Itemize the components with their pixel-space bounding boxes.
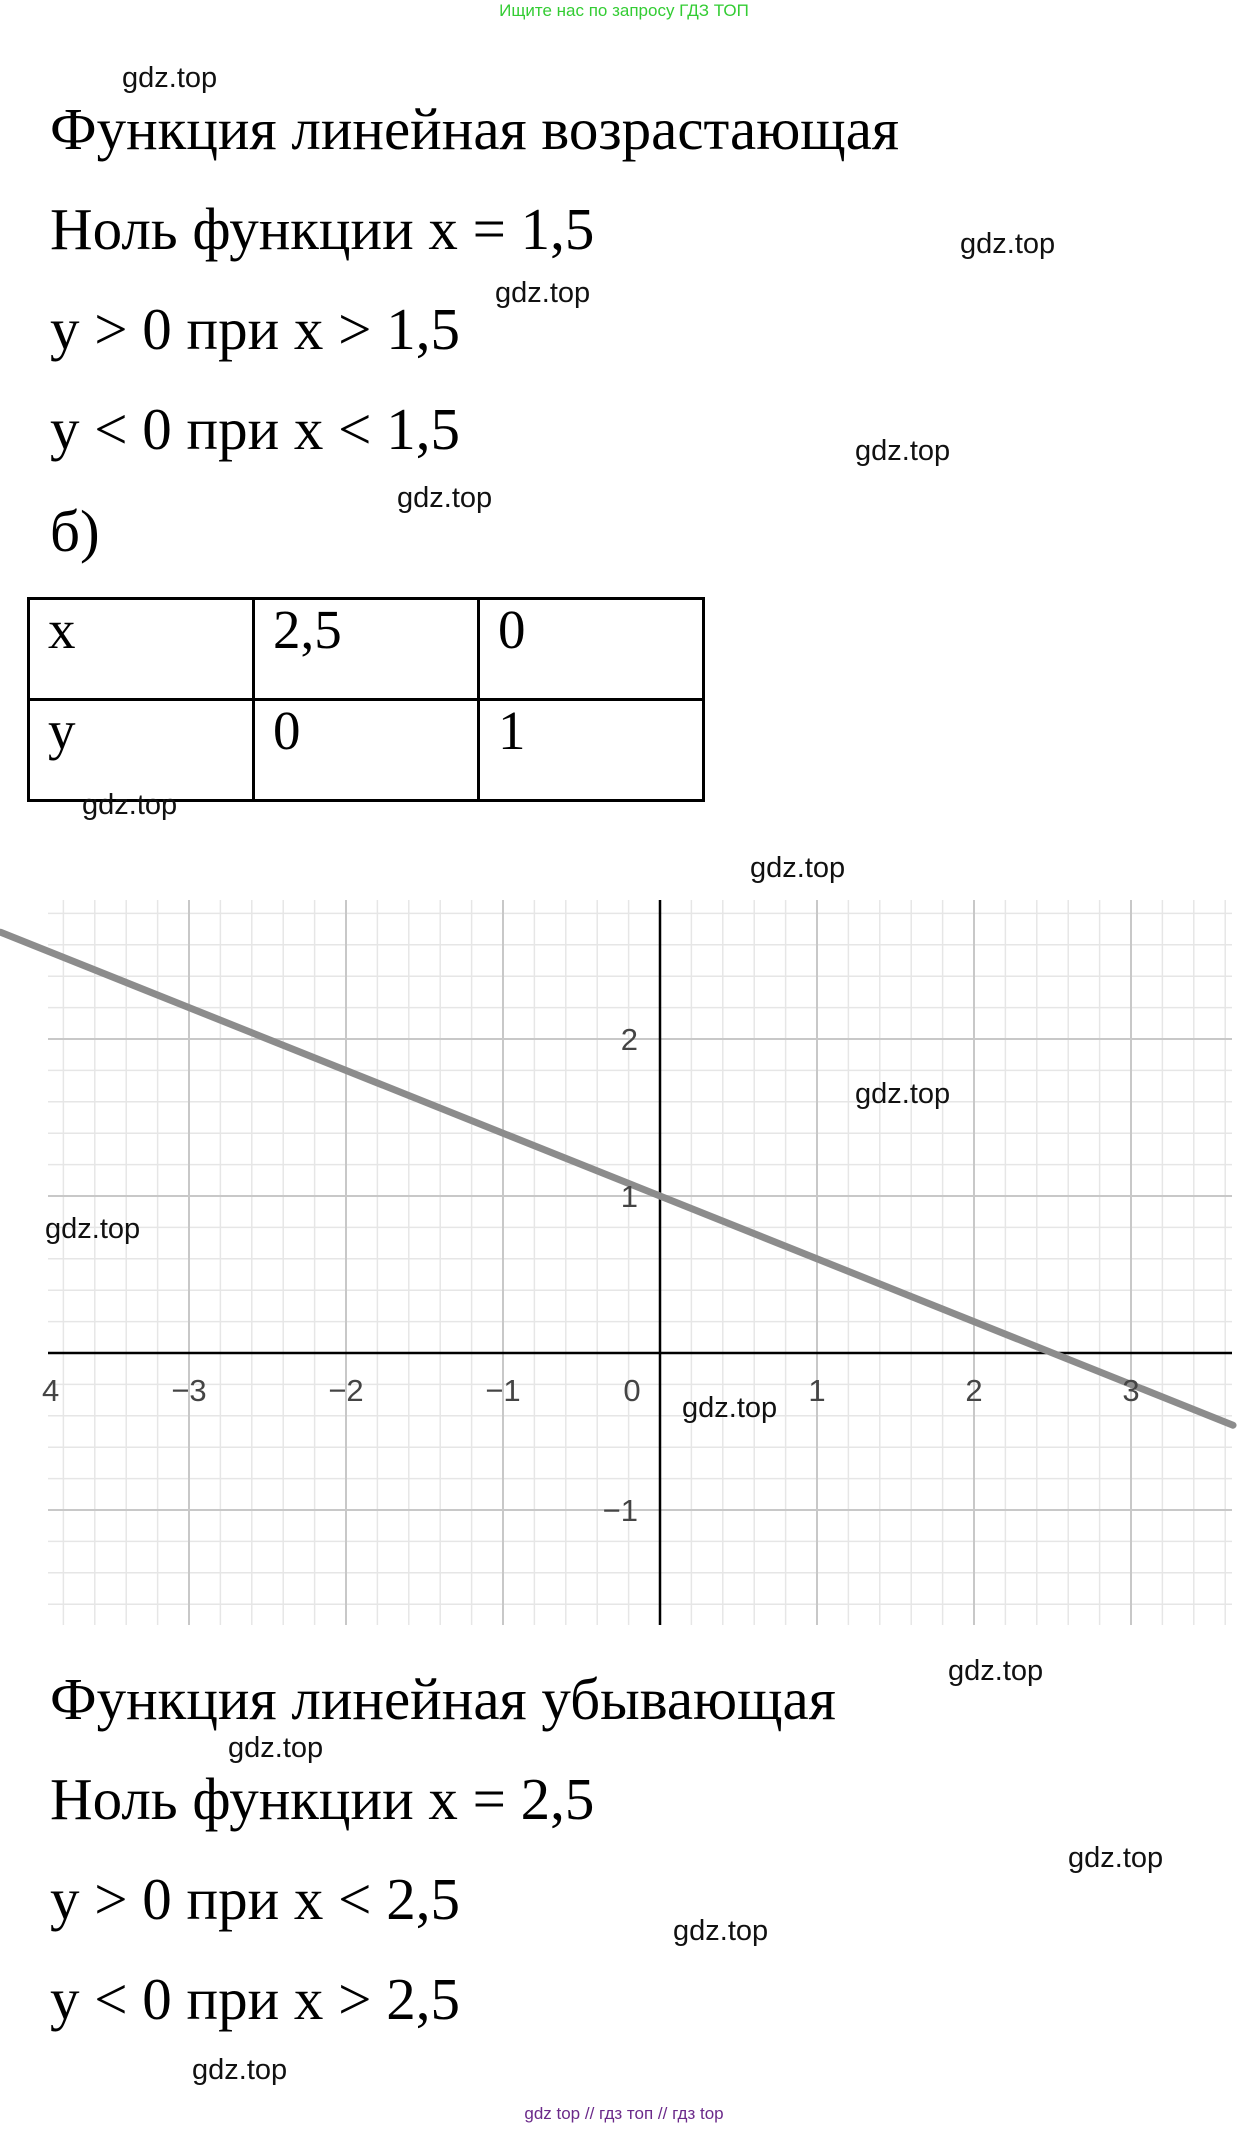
footer-separator: // xyxy=(584,2104,595,2123)
footer-link[interactable]: gdz top xyxy=(524,2104,581,2123)
x-tick-label: −3 xyxy=(171,1373,207,1408)
watermark: gdz.top xyxy=(673,1915,769,1947)
values-table xyxy=(27,597,705,802)
function-graph xyxy=(42,900,1232,1625)
y-tick-label: 1 xyxy=(620,1179,638,1214)
x-tick-label: 3 xyxy=(1122,1373,1140,1408)
x-tick-label: −1 xyxy=(485,1373,521,1408)
table-cell: y xyxy=(29,700,254,801)
part-a-line-4: y < 0 при x < 1,5 xyxy=(50,396,460,462)
table-cell: 0 xyxy=(479,599,704,700)
part-b-line-2: Ноль функции x = 2,5 xyxy=(50,1766,595,1832)
part-a-line-3: y > 0 при x > 1,5 xyxy=(50,296,460,362)
x-tick-label: 2 xyxy=(965,1373,983,1408)
part-b-line-4: y < 0 при x > 2,5 xyxy=(50,1966,460,2032)
watermark: gdz.top xyxy=(1068,1842,1164,1874)
bottom-links xyxy=(0,2104,1248,2124)
watermark: gdz.top xyxy=(397,482,493,514)
watermark: gdz.top xyxy=(750,852,846,884)
footer-link[interactable]: гдз top xyxy=(672,2104,724,2123)
watermark: gdz.top xyxy=(682,1392,778,1424)
function-line xyxy=(1,932,1233,1425)
table-cell: 1 xyxy=(479,700,704,801)
part-b-line-1: Функция линейная убывающая xyxy=(50,1666,836,1732)
part-b-line-3: y > 0 при x < 2,5 xyxy=(50,1866,460,1932)
table-cell: 2,5 xyxy=(254,599,479,700)
watermark: gdz.top xyxy=(855,1078,951,1110)
x-tick-label: 4 xyxy=(42,1373,60,1408)
watermark: gdz.top xyxy=(228,1732,324,1764)
watermark: gdz.top xyxy=(122,62,218,94)
watermark: gdz.top xyxy=(948,1655,1044,1687)
table-cell: 0 xyxy=(254,700,479,801)
x-tick-label: 0 xyxy=(623,1373,641,1408)
watermark: gdz.top xyxy=(45,1213,141,1245)
y-tick-label: −1 xyxy=(602,1493,638,1528)
table-row xyxy=(29,599,704,700)
part-a-line-2: Ноль функции x = 1,5 xyxy=(50,196,595,262)
table-row xyxy=(29,700,704,801)
y-tick-label: 2 xyxy=(620,1022,638,1057)
part-b-label: б) xyxy=(50,498,100,564)
part-a-line-1: Функция линейная возрастающая xyxy=(50,96,900,162)
watermark: gdz.top xyxy=(960,228,1056,260)
footer-separator: // xyxy=(657,2104,668,2123)
watermark: gdz.top xyxy=(855,435,951,467)
watermark: gdz.top xyxy=(82,789,178,821)
x-tick-label: 1 xyxy=(808,1373,826,1408)
table-cell: x xyxy=(29,599,254,700)
watermark: gdz.top xyxy=(495,277,591,309)
watermark: gdz.top xyxy=(192,2054,288,2086)
footer-link[interactable]: гдз топ xyxy=(599,2104,654,2123)
top-search-banner[interactable]: Ищите нас по запросу ГДЗ ТОП xyxy=(499,1,749,20)
x-tick-label: −2 xyxy=(328,1373,364,1408)
